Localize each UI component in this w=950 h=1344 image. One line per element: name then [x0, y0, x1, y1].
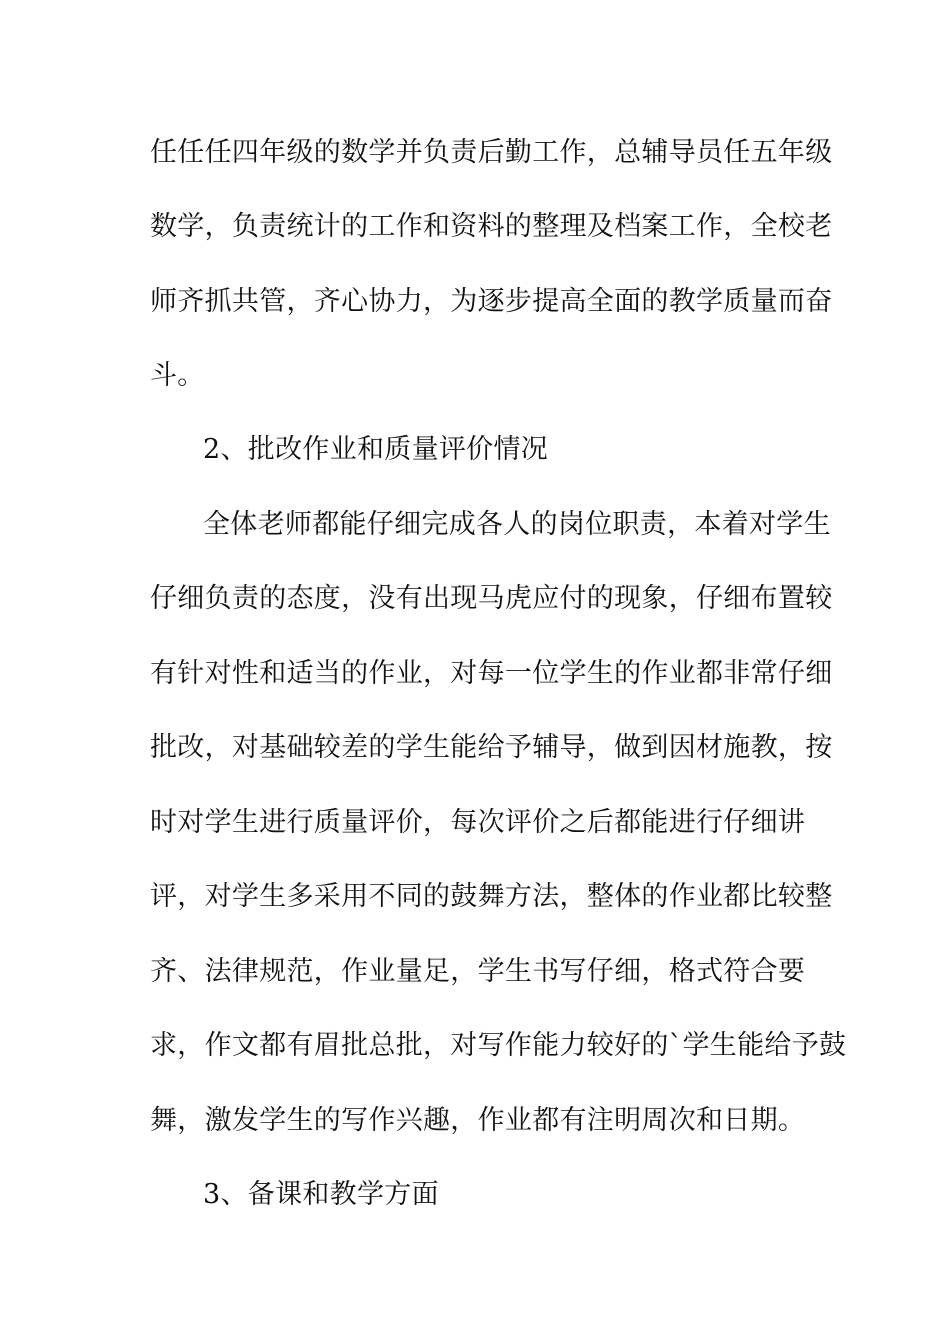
- paragraph-line: 有针对性和适当的作业，对每一位学生的作业都非常仔细: [150, 658, 833, 689]
- paragraph-line: 齐、法律规范，作业量足，学生书写仔细，格式符合要: [150, 956, 806, 987]
- section-heading: 3、备课和教学方面: [203, 1179, 439, 1210]
- paragraph-line: 数学，负责统计的工作和资料的整理及档案工作，全校老: [150, 211, 833, 242]
- paragraph-line: 斗。: [150, 360, 205, 391]
- paragraph-line: 舞，激发学生的写作兴趣，作业都有注明周次和日期。: [150, 1105, 806, 1136]
- paragraph-line: 全体老师都能仔细完成各人的岗位职责，本着对学生: [203, 509, 831, 540]
- paragraph-line: 师齐抓共管，齐心协力，为逐步提高全面的教学质量而奋: [150, 286, 833, 317]
- paragraph-line: 时对学生进行质量评价，每次评价之后都能进行仔细讲: [150, 807, 806, 838]
- section-heading: 2、批改作业和质量评价情况: [203, 434, 549, 465]
- paragraph-line: 求，作文都有眉批总批，对写作能力较好的`学生能给予鼓: [150, 1030, 847, 1061]
- paragraph-line: 仔细负责的态度，没有出现马虎应付的现象，仔细布置较: [150, 583, 833, 614]
- paragraph-line: 批改，对基础较差的学生能给予辅导，做到因材施教，按: [150, 732, 833, 763]
- paragraph-line: 评，对学生多采用不同的鼓舞方法，整体的作业都比较整: [150, 881, 833, 912]
- paragraph-line: 任任任四年级的数学并负责后勤工作，总辅导员任五年级: [150, 137, 833, 168]
